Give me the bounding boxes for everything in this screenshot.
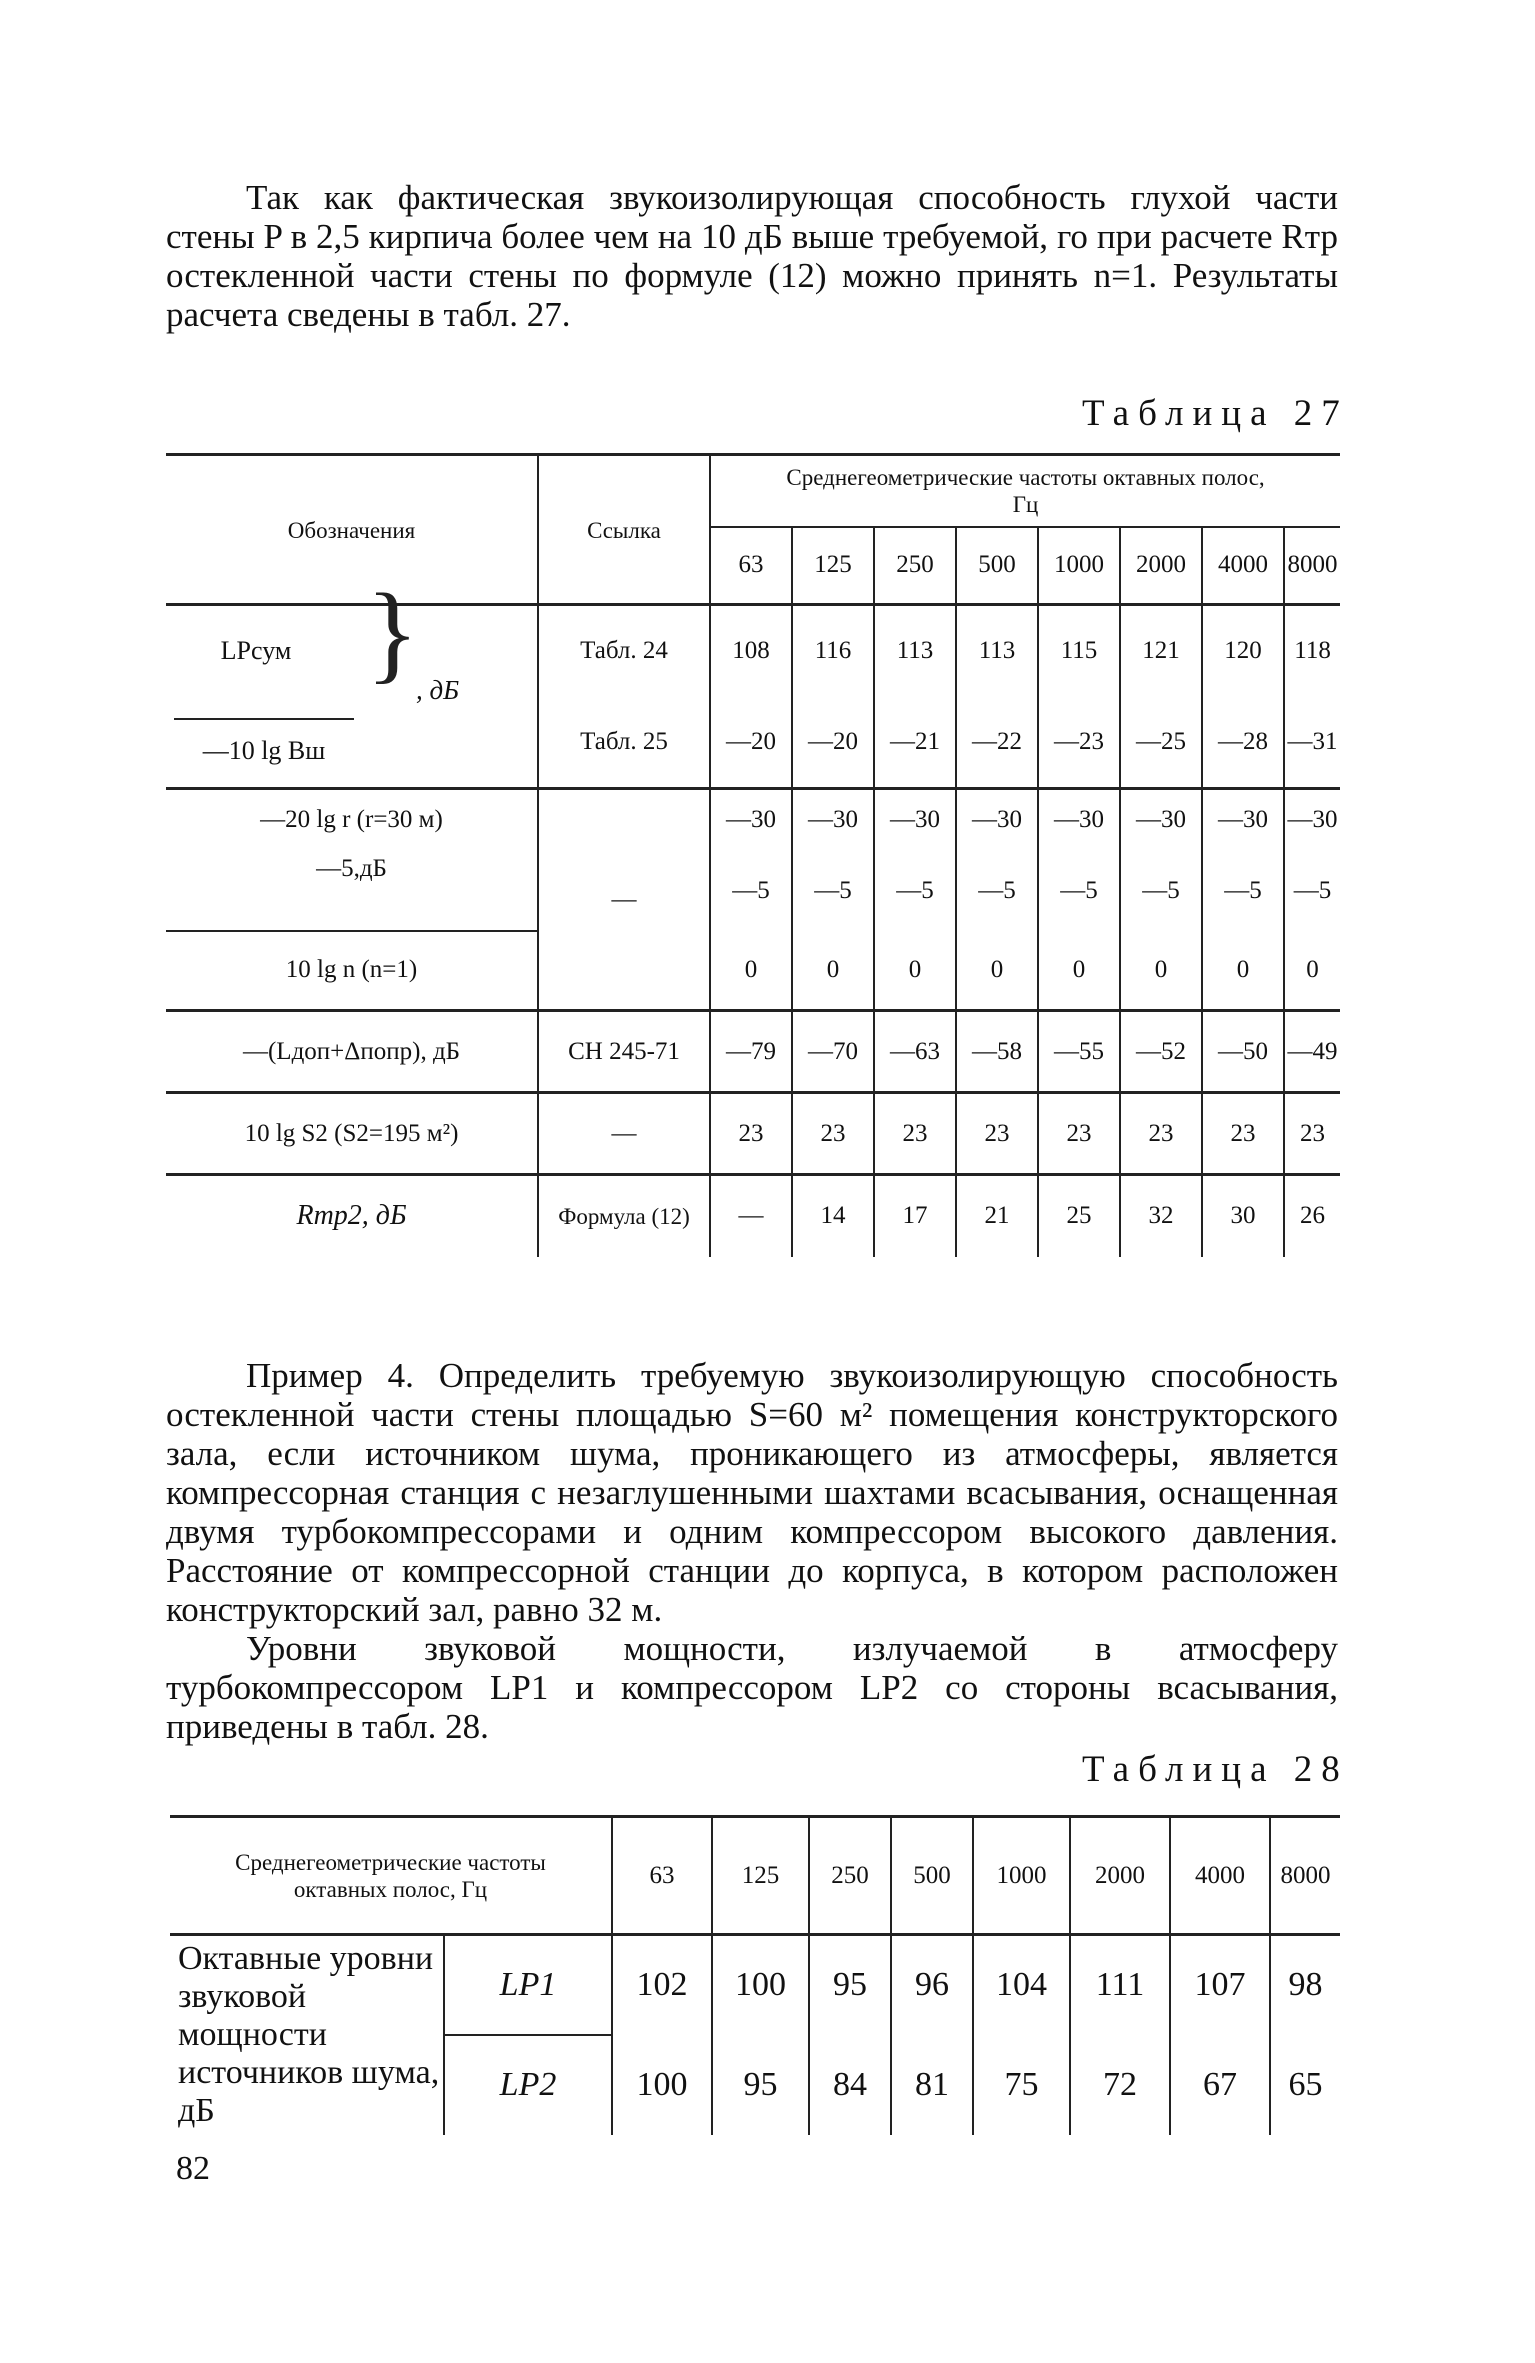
t27-cell: —30: [1120, 789, 1202, 851]
t27-cell: —: [710, 1175, 792, 1257]
t28-cell: 111: [1070, 1935, 1170, 2035]
t28-cell: 95: [712, 2035, 809, 2135]
table27-caption: Таблица 27: [1082, 393, 1349, 434]
t27-cell: 0: [792, 931, 874, 1011]
t28-freq: 2000: [1070, 1817, 1170, 1935]
t27-cell: —5: [1120, 851, 1202, 931]
t27-ref: Табл. 25: [538, 697, 710, 789]
t27-cell: —5: [792, 851, 874, 931]
t27-freq: 250: [874, 527, 956, 605]
t28-group-label: Октавные уровни звуковой мощности источников шума, дБ: [178, 1940, 440, 2130]
t27-cell: 115: [1038, 605, 1120, 697]
t27-cell: —58: [956, 1011, 1038, 1093]
t27-cell: —79: [710, 1011, 792, 1093]
t27-cell: 21: [956, 1175, 1038, 1257]
t27-cell: 17: [874, 1175, 956, 1257]
t27-freq: 4000: [1202, 527, 1284, 605]
t28-cell: 100: [712, 1935, 809, 2035]
t27-cell: —5: [956, 851, 1038, 931]
intro-paragraph: Так как фактическая звукоизолирующая способность глухой части стены P в 2,5 кирпича более чем на 10 дБ выше требуемой, го при расчете Rтр остекленной части стены по формуле (12) можно принять n=1. Результаты расчета сведены в табл. 27.: [166, 178, 1338, 334]
t28-header-label: Среднегеометрические частоты октавных полос, Гц: [235, 1849, 546, 1902]
t28-freq: 63: [612, 1817, 712, 1935]
t27-cell: —63: [874, 1011, 956, 1093]
table28-caption: Таблица 28: [1082, 1749, 1349, 1790]
t27-cell: 23: [874, 1093, 956, 1175]
t27-cell: 113: [874, 605, 956, 697]
t27-freq: 125: [792, 527, 874, 605]
t28-freq: 500: [891, 1817, 973, 1935]
t28-cell: 100: [612, 2035, 712, 2135]
t27-cell: 26: [1284, 1175, 1340, 1257]
t27-header-frequency-group: Среднегеометрические частоты октавных полос, Гц: [710, 455, 1340, 527]
table-27: [166, 453, 1340, 1257]
t27-header-designation: Обозначения: [166, 455, 538, 605]
t27-freq: 63: [710, 527, 792, 605]
t27-cell: 23: [792, 1093, 874, 1175]
t27-freq: 500: [956, 527, 1038, 605]
t27-cell: —50: [1202, 1011, 1284, 1093]
t27-cell: —30: [1284, 789, 1340, 851]
t27-cell: —22: [956, 697, 1038, 789]
t27-cell: —55: [1038, 1011, 1120, 1093]
t27-cell: —30: [1202, 789, 1284, 851]
t28-cell: 104: [973, 1935, 1070, 2035]
t27-label-lpsum: LPсум: [220, 636, 292, 666]
levels-paragraph: Уровни звуковой мощности, излучаемой в атмосферу турбокомпрессором LP1 и компрессором LP2 со стороны всасывания, приведены в табл. 28.: [166, 1629, 1338, 1746]
t27-ref: Формула (12): [538, 1175, 710, 1257]
t27-freq: 2000: [1120, 527, 1202, 605]
t27-cell: 30: [1202, 1175, 1284, 1257]
t28-freq: 4000: [1170, 1817, 1270, 1935]
t27-cell: 23: [1202, 1093, 1284, 1175]
t27-cell: —25: [1120, 697, 1202, 789]
example-paragraph: Пример 4. Определить требуемую звукоизолирующую способность остекленной части стены площадью S=60 м² помещения конструкторского зала, если источником шума, проникающего из атмосферы, является компрессорная станция с незаглушенными шахтами всасывания, оснащенная двумя турбокомпрессорами и одним компрессором высокого давления. Расстояние от компрессорной станции до корпуса, в котором расположен конструкторский зал, равно 32 м.: [166, 1356, 1338, 1629]
page-number: 82: [176, 2150, 210, 2187]
t27-cell: 23: [1120, 1093, 1202, 1175]
t27-label-ldop: —(Lдоп+Δпопр), дБ: [242, 1037, 461, 1065]
t27-cell: 0: [874, 931, 956, 1011]
t27-cell: —31: [1284, 697, 1340, 789]
t27-freq: 1000: [1038, 527, 1120, 605]
t27-cell: 0: [1120, 931, 1202, 1011]
t27-cell: —70: [792, 1011, 874, 1093]
t27-cell: 116: [792, 605, 874, 697]
t27-cell: 23: [710, 1093, 792, 1175]
t27-cell: —30: [874, 789, 956, 851]
t28-label-lp1: LP1: [444, 1935, 612, 2035]
t28-cell: 102: [612, 1935, 712, 2035]
t28-cell: 72: [1070, 2035, 1170, 2135]
t27-cell: —5: [1202, 851, 1284, 931]
t27-cell: —20: [710, 697, 792, 789]
t27-cell: 0: [956, 931, 1038, 1011]
t27-cell: 108: [710, 605, 792, 697]
t27-cell: —5: [874, 851, 956, 931]
t28-cell: 81: [891, 2035, 973, 2135]
t27-freq: 8000: [1284, 527, 1340, 605]
t27-cell: 0: [1038, 931, 1120, 1011]
t27-cell: —21: [874, 697, 956, 789]
t27-cell: —30: [1038, 789, 1120, 851]
t27-unit-db: , дБ: [416, 674, 460, 705]
t27-cell: —30: [956, 789, 1038, 851]
t28-cell: 84: [809, 2035, 891, 2135]
t28-cell: 107: [1170, 1935, 1270, 2035]
t27-cell: 14: [792, 1175, 874, 1257]
t28-cell: 96: [891, 1935, 973, 2035]
table-28: [170, 1815, 1340, 2135]
t27-cell: 118: [1284, 605, 1340, 697]
t27-label-minus5: —5,дБ: [316, 854, 387, 882]
t27-label-lg-n: 10 lg n (n=1): [166, 931, 538, 1011]
t27-cell: 0: [1284, 931, 1340, 1011]
t27-ref: —: [538, 789, 710, 1011]
t27-cell: 23: [1038, 1093, 1120, 1175]
t27-cell: 121: [1120, 605, 1202, 697]
t27-cell: —30: [792, 789, 874, 851]
t27-cell: —52: [1120, 1011, 1202, 1093]
t27-cell: —28: [1202, 697, 1284, 789]
t27-label-lg-r: —20 lg r (r=30 м): [260, 806, 443, 834]
t27-cell: —5: [710, 851, 792, 931]
t28-cell: 67: [1170, 2035, 1270, 2135]
t28-cell: 95: [809, 1935, 891, 2035]
t28-cell: 98: [1270, 1935, 1340, 2035]
t27-ref: СН 245-71: [538, 1011, 710, 1093]
t27-label-lg-bsh: —10 lg Bш: [174, 718, 354, 766]
t27-cell: —49: [1284, 1011, 1340, 1093]
t28-cell: 75: [973, 2035, 1070, 2135]
t28-freq: 125: [712, 1817, 809, 1935]
t28-freq: 1000: [973, 1817, 1070, 1935]
t27-ref: Табл. 24: [538, 605, 710, 697]
t27-cell: 113: [956, 605, 1038, 697]
t27-cell: 0: [710, 931, 792, 1011]
t27-cell: 25: [1038, 1175, 1120, 1257]
t27-cell: 0: [1202, 931, 1284, 1011]
t28-label-lp2: LP2: [444, 2035, 612, 2135]
right-brace-icon: }: [366, 570, 419, 693]
t27-header-reference: Ссылка: [538, 455, 710, 605]
t28-freq: 250: [809, 1817, 891, 1935]
t27-cell: —5: [1038, 851, 1120, 931]
t28-cell: 65: [1270, 2035, 1340, 2135]
t27-row-lpsum-label: [166, 605, 538, 697]
t27-cell: 23: [1284, 1093, 1340, 1175]
t27-cell: —5: [1284, 851, 1340, 931]
t27-cell: 32: [1120, 1175, 1202, 1257]
t27-label-lg-s2: 10 lg S2 (S2=195 м²): [244, 1119, 459, 1147]
t27-cell: —20: [792, 697, 874, 789]
t27-cell: 120: [1202, 605, 1284, 697]
t27-ref: —: [538, 1093, 710, 1175]
t27-label-rtr: Rтр2, дБ: [296, 1200, 407, 1232]
t27-cell: —30: [710, 789, 792, 851]
t28-freq: 8000: [1270, 1817, 1340, 1935]
t27-cell: 23: [956, 1093, 1038, 1175]
t27-cell: —23: [1038, 697, 1120, 789]
